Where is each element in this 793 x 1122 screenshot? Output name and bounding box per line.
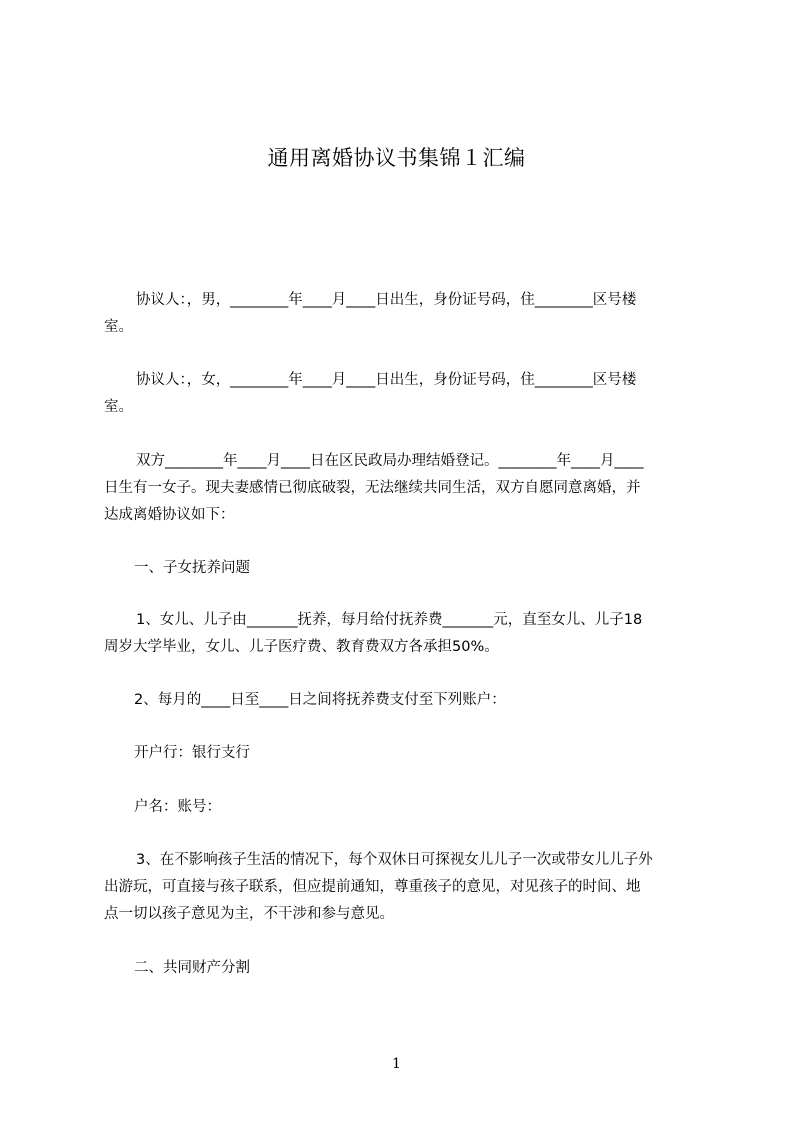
paragraph-party-female bbox=[104, 367, 704, 421]
paragraph-line: 开户行：银行支行 bbox=[134, 745, 250, 761]
section-heading: 一、子女抚养问题 bbox=[134, 560, 250, 576]
paragraph-line: 3、在不影响孩子生活的情况下，每个双休日可探视女儿儿子一次或带女儿儿子外 bbox=[136, 852, 653, 868]
section-heading: 二、共同财产分割 bbox=[134, 960, 250, 976]
paragraph-support-1 bbox=[104, 607, 704, 661]
paragraph-line: 户名：账号： bbox=[134, 799, 221, 815]
paragraph-support-2 bbox=[104, 687, 704, 714]
page-number: 1 bbox=[392, 1056, 401, 1072]
paragraph-line: 协议人：，男，________年____月____日出生，身份证号码，住________区号楼 bbox=[136, 292, 637, 308]
paragraph-line: 出游玩，可直接与孩子联系，但应提前通知，尊重孩子的意见，对见孩子的时间、地 bbox=[104, 879, 641, 895]
paragraph-line: 周岁大学毕业，女儿、儿子医疗费、教育费双方各承担50%。 bbox=[104, 639, 499, 655]
section-heading-property bbox=[104, 955, 704, 982]
page-title: 通用离婚协议书集锦１汇编 bbox=[267, 146, 526, 170]
paragraph-line: 室。 bbox=[104, 319, 133, 335]
paragraph-party-male bbox=[104, 287, 704, 341]
paragraph-line: 双方________年____月____日在区民政局办理结婚登记。________年____月____ bbox=[136, 453, 644, 469]
paragraph-line: 协议人：，女，________年____月____日出生，身份证号码，住________区号楼 bbox=[136, 372, 637, 388]
paragraph-bank bbox=[104, 740, 704, 767]
paragraph-visitation bbox=[104, 847, 704, 928]
paragraph-line: 室。 bbox=[104, 399, 133, 415]
paragraph-line: 达成离婚协议如下： bbox=[104, 507, 235, 523]
paragraph-line: 2、每月的____日至____日之间将抚养费支付至下列账户： bbox=[134, 692, 506, 708]
paragraph-account bbox=[104, 794, 704, 821]
paragraph-line: 日生有一女子。现夫妻感情已彻底破裂，无法继续共同生活，双方自愿同意离婚，并 bbox=[104, 480, 641, 496]
section-heading-child-support bbox=[104, 555, 704, 582]
paragraph-line: 1、女儿、儿子由_______抚养，每月给付抚养费_______元，直至女儿、儿子18 bbox=[136, 612, 643, 628]
paragraph-marriage bbox=[104, 448, 704, 529]
paragraph-line: 点一切以孩子意见为主，不干涉和参与意见。 bbox=[104, 906, 394, 922]
